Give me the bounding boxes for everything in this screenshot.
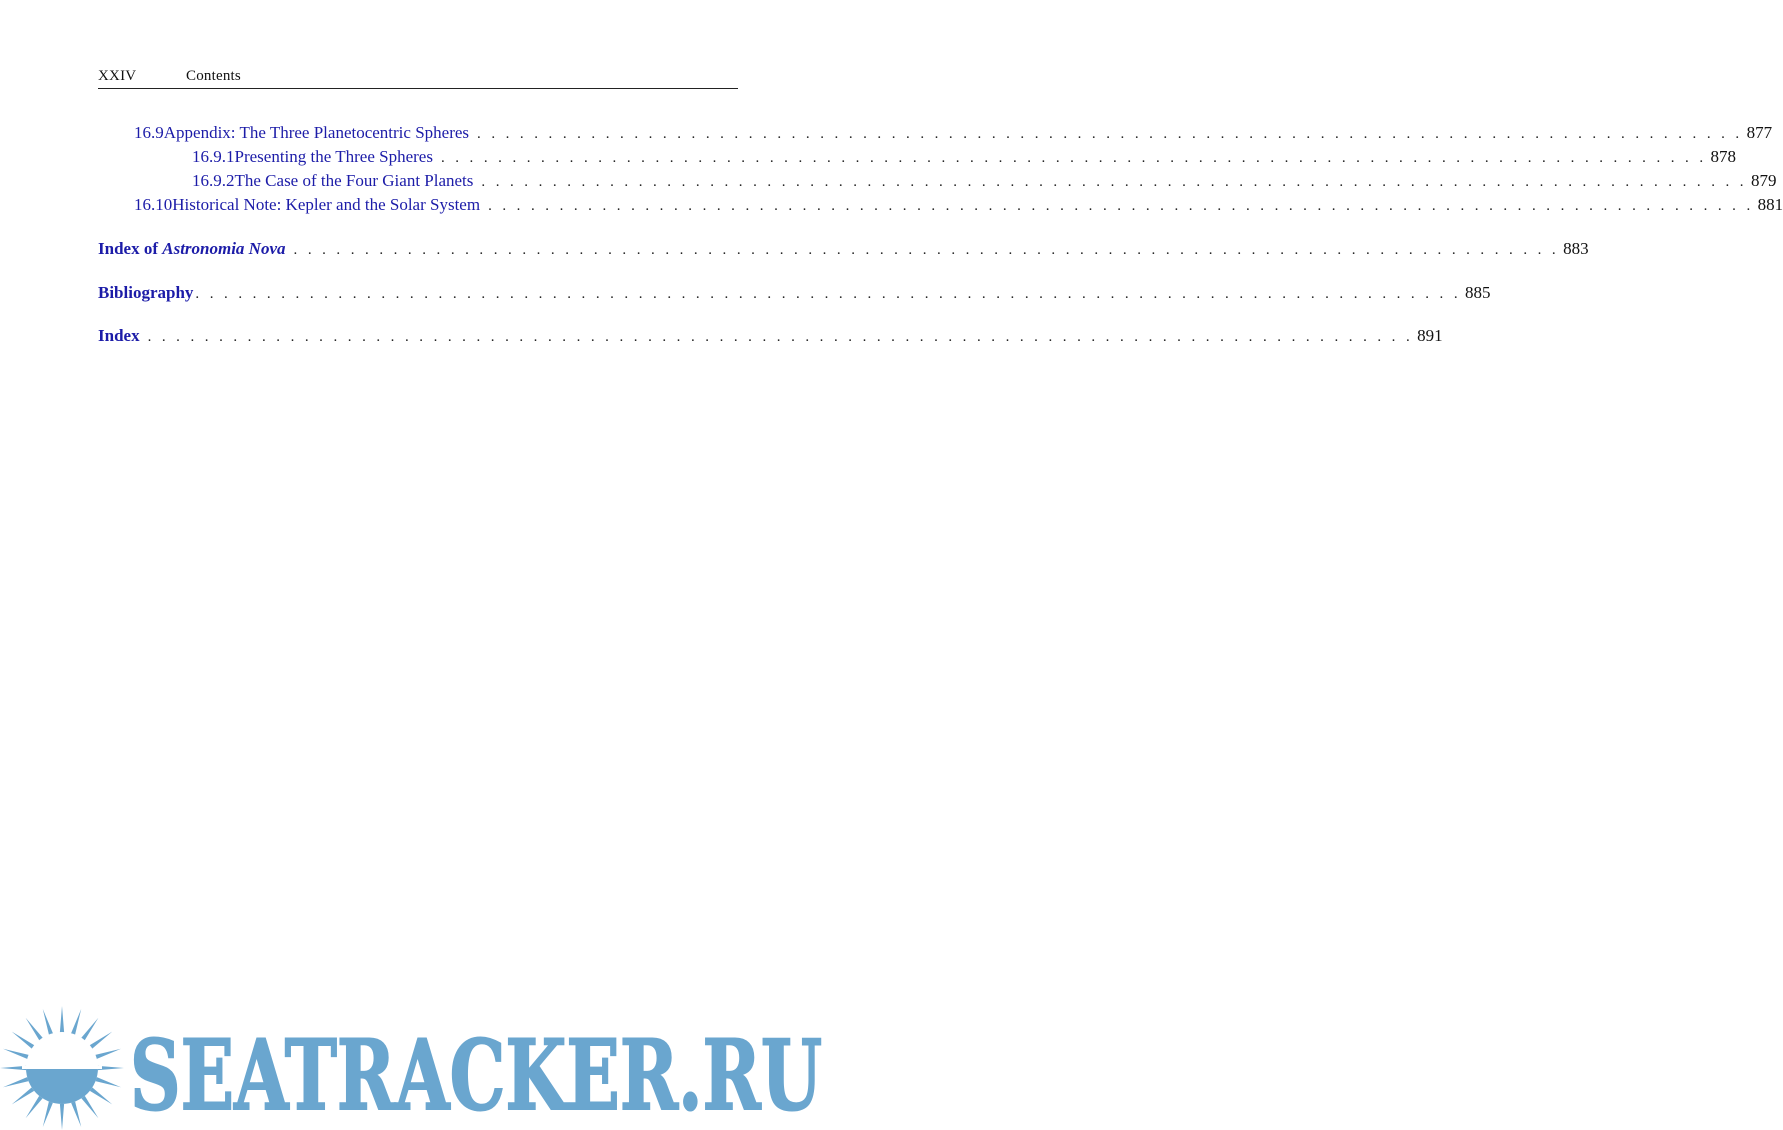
toc-title-italic: Astronomia Nova	[162, 239, 286, 258]
toc-entry-subsection[interactable]	[192, 146, 1737, 169]
toc-leader-dots: . . . . . . . . . . . . . . . . . . . . . . . . . . . . . . . . . . . . . . . . . . . . . . . . . . . . . . . . . . . . . . . . . . . . . . . . . . . . . . . . . . . . . . . . .	[477, 126, 1743, 142]
toc-entry-title[interactable]	[98, 238, 286, 260]
toc-entry-number: 16.10	[134, 195, 173, 214]
toc-leader-dots: . . . . . . . . . . . . . . . . . . . . . . . . . . . . . . . . . . . . . . . . . . . . . . . . . . . . . . . . . . . . . . . . . . . . . . . . . . . . . . . . . . . . . . . . .	[481, 174, 1747, 190]
toc-entry-title[interactable]: Presenting the Three Spheres	[234, 147, 433, 166]
toc-entry-number: 16.9.1	[192, 147, 235, 166]
toc-leader-dots: . . . . . . . . . . . . . . . . . . . . . . . . . . . . . . . . . . . . . . . . . . . . . . . . . . . . . . . . . . . . . . . . . . . . . . . . . . . . . . . . . . . . . . . . .	[440, 150, 1707, 166]
toc-entry-title[interactable]: Index	[98, 326, 140, 345]
toc-leader-dots: . . . . . . . . . . . . . . . . . . . . . . . . . . . . . . . . . . . . . . . . . . . . . . . . . . . . . . . . . . . . . . . . . . . . . . . . . . . . . . . . . . . . . . . . .	[147, 329, 1414, 345]
toc-entry-page[interactable]: 879	[1750, 171, 1777, 190]
sun-icon	[0, 1006, 124, 1130]
toc-entry-title[interactable]: The Case of the Four Giant Planets	[234, 171, 474, 190]
toc-entry-page[interactable]: 891	[1417, 326, 1443, 345]
running-title: Contents	[186, 68, 241, 84]
toc-entry-page[interactable]: 877	[1746, 123, 1773, 142]
toc-leader-dots: . . . . . . . . . . . . . . . . . . . . . . . . . . . . . . . . . . . . . . . . . . . . . . . . . . . . . . . . . . . . . . . . . . . . . . . . . . . . . . . . . . . . . . . . .	[488, 198, 1754, 214]
toc-leader-dots: . . . . . . . . . . . . . . . . . . . . . . . . . . . . . . . . . . . . . . . . . . . . . . . . . . . . . . . . . . . . . . . . . . . . . . . . . . . . . . . . . . . . . . . . .	[293, 242, 1560, 258]
toc-entry-section[interactable]	[134, 194, 1783, 217]
running-header	[98, 66, 738, 89]
toc-entry-page[interactable]: 883	[1563, 239, 1589, 258]
toc-entry-subsection[interactable]	[192, 170, 1777, 193]
toc-entry-page[interactable]: 881	[1757, 195, 1783, 214]
toc-leader-dots: . . . . . . . . . . . . . . . . . . . . . . . . . . . . . . . . . . . . . . . . . . . . . . . . . . . . . . . . . . . . . . . . . . . . . . . . . . . . . . . . . . . . . . . . .	[195, 286, 1461, 302]
toc-entry-chapter[interactable]	[98, 238, 1589, 261]
toc-entry-title[interactable]: Appendix: The Three Planetocentric Spheres	[163, 123, 470, 142]
toc-entry-chapter[interactable]	[98, 325, 1443, 348]
page-number: XXIV	[98, 68, 137, 84]
toc-entry-number: 16.9	[134, 123, 164, 142]
toc-entry-number: 16.9.2	[192, 171, 235, 190]
watermark-logo	[0, 1005, 835, 1130]
toc-entry-chapter[interactable]	[98, 282, 1491, 305]
toc-entry-title[interactable]: Historical Note: Kepler and the Solar System	[172, 195, 481, 214]
toc-title-prefix: Index of	[98, 239, 163, 258]
toc-entry-page[interactable]: 878	[1710, 147, 1737, 166]
toc-entry-section[interactable]	[134, 122, 1773, 145]
watermark-text: SEATRACKER.RU	[130, 1019, 822, 1130]
toc-entry-page[interactable]: 885	[1464, 283, 1491, 302]
toc-entry-title[interactable]: Bibliography	[98, 283, 194, 302]
